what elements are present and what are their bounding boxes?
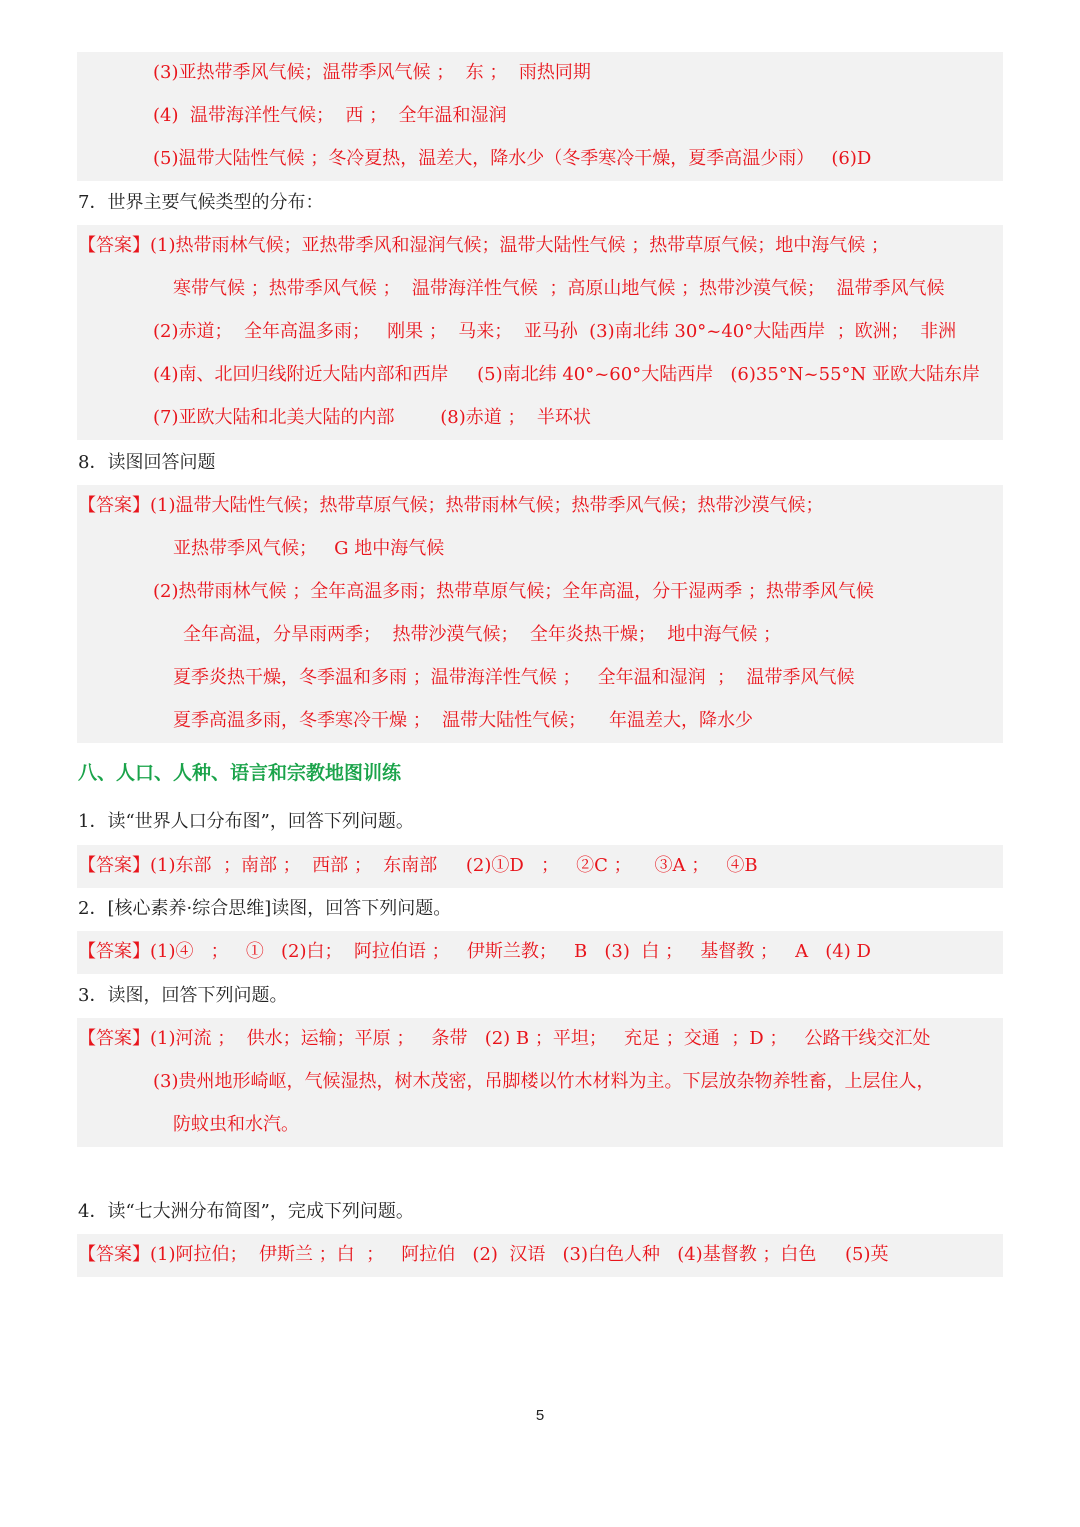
answer-line: 夏季高温多雨，冬季寒冷干燥 ； 温带大陆性气候； 年温差大，降水少 [173, 710, 754, 731]
answer-label: 【答案】 [78, 235, 150, 256]
answer-text: (1)④ ； ① (2)白； 阿拉伯语 ； 伊斯兰教； B (3) 白 ； 基督教 ； A (4) D [150, 941, 871, 962]
answer-line: 全年高温，分旱雨两季； 热带沙漠气候； 全年炎热干燥； 地中海气候 ； [183, 624, 782, 645]
answer-line [78, 235, 889, 257]
answer-line: 亚热带季风气候； G 地中海气候 [173, 538, 445, 559]
question-4: 4．读“七大洲分布简图”，完成下列问题。 [78, 1201, 414, 1222]
answer-line: 防蚊虫和水汽。 [173, 1114, 299, 1135]
answer-line: (7)亚欧大陆和北美大陆的内部 (8)赤道 ； 半环状 [153, 407, 591, 428]
answer-line: 夏季炎热干燥，冬季温和多雨 ；温带海洋性气候 ； 全年温和湿润 ； 温带季风气候 [173, 667, 855, 688]
answer-box [77, 485, 1003, 743]
answer-label: 【答案】 [78, 941, 150, 962]
answer-label: 【答案】 [78, 495, 150, 516]
answer-line: (5)温带大陆性气候 ；冬冷夏热，温差大，降水少（冬季寒冷干燥，夏季高温少雨） (6)D [153, 148, 872, 169]
question-1: 1．读“世界人口分布图”，回答下列问题。 [78, 811, 414, 832]
answer-line: (3)贵州地形崎岖，气候湿热，树木茂密，吊脚楼以竹木材料为主。下层放杂物养牲畜，上层住人， [153, 1071, 935, 1092]
answer-line [78, 1028, 931, 1050]
question-7: 7．世界主要气候类型的分布： [78, 192, 324, 213]
answer-text: (1)热带雨林气候；亚热带季风和湿润气候；温带大陆性气候 ；热带草原气候；地中海气候 ； [150, 235, 889, 256]
answer-label: 【答案】 [78, 855, 150, 876]
answer-line [78, 1244, 889, 1266]
answer-line [78, 941, 871, 963]
answer-label: 【答案】 [78, 1028, 150, 1049]
answer-line: (3)亚热带季风气候；温带季风气候 ； 东 ； 雨热同期 [153, 62, 591, 83]
section-heading: 八、人口、人种、语言和宗教地图训练 [78, 762, 402, 784]
answer-line: (4)南、北回归线附近大陆内部和西岸 (5)南北纬 40°~60°大陆西岸 (6)35°N~55°N 亚欧大陆东岸 [153, 364, 980, 385]
answer-line [78, 855, 758, 877]
answer-text: (1)河流 ； 供水；运输；平原 ； 条带 (2) B ；平坦； 充足 ；交通 ；D ； 公路干线交汇处 [150, 1028, 931, 1049]
answer-text: (1)东部 ；南部 ； 西部 ； 东南部 (2)①D ； ②C ； ③A ； ④B [150, 855, 758, 876]
question-8: 8．读图回答问题 [78, 452, 216, 473]
answer-text: (1)温带大陆性气候；热带草原气候；热带雨林气候；热带季风气候；热带沙漠气候； [150, 495, 824, 516]
answer-line: 寒带气候 ；热带季风气候 ； 温带海洋性气候 ；高原山地气候 ；热带沙漠气候； 温带季风气候 [173, 278, 945, 299]
answer-line: (4) 温带海洋性气候； 西 ； 全年温和湿润 [153, 105, 507, 126]
answer-line [78, 495, 824, 517]
answer-text: (1)阿拉伯； 伊斯兰 ；白 ； 阿拉伯 (2) 汉语 (3)白色人种 (4)基督教 ；白色 (5)英 [150, 1244, 889, 1265]
answer-line: (2)赤道； 全年高温多雨； 刚果 ； 马来； 亚马孙 (3)南北纬 30°~40°大陆西岸 ；欧洲； 非洲 [153, 321, 957, 342]
question-2: 2．[核心素养·综合思维]读图，回答下列问题。 [78, 898, 452, 919]
question-3: 3．读图，回答下列问题。 [78, 985, 288, 1006]
answer-label: 【答案】 [78, 1244, 150, 1265]
page-number: 5 [535, 1407, 545, 1424]
answer-line: (2)热带雨林气候 ；全年高温多雨；热带草原气候；全年高温，分干湿两季 ；热带季风气候 [153, 581, 874, 602]
